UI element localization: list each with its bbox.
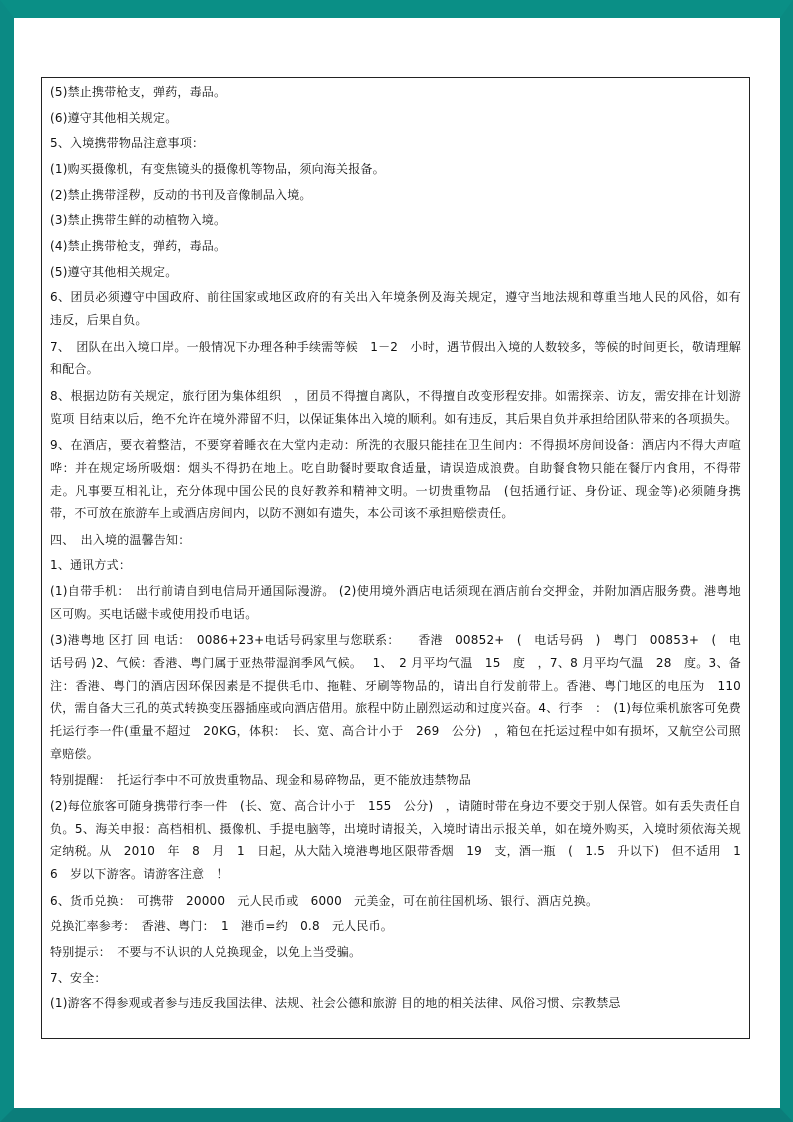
paragraph: 7、安全： (50, 970, 107, 985)
paragraph: 特别提醒： 托运行李中不可放贵重物品、现金和易碎物品，更不能放违禁物品 (50, 773, 472, 788)
paragraph: 8、根据边防有关规定，旅行团为集体组织 ，团员不得擅自离队，不得擅自改变形程安排。如需探亲、访友，需安排在计划游览项 目结束以后，绝不允许在境外滞留不归，以保证集体出入境的顺利。如有违反，其后果自负并承担给团队带来的各项损失。 (50, 388, 741, 426)
paragraph: 1、通讯方式： (50, 558, 132, 573)
paragraph: 9、在酒店，要衣着整洁，不要穿着睡衣在大堂内走动：所洗的衣服只能挂在卫生间内：不得损坏房间设备：酒店内不得大声喧哗：并在规定场所吸烟：烟头不得扔在地上。吃自助餐时要取食适量，请误造成浪费。自助餐食物只能在餐厅内食用，不得带走。凡事要互相礼让，充分体现中国公民的良好教养和精神文明。一切贵重物品 (包括通行证、身份证、现金等)必须随身携带，不可放在旅游车上或酒店房间内，以防不测如有遗失，本公司该不承担赔偿责任。 (50, 438, 741, 521)
paragraph: (2)禁止携带淫秽，反动的书刊及音像制品入境。 (50, 187, 312, 202)
paragraph: (1)购买摄像机，有变焦镜头的摄像机等物品，须向海关报备。 (50, 161, 385, 176)
paragraph: (2)每位旅客可随身携带行李一件 (长、宽、高合计小于 155 公分) ，请随时带在身边不要交于别人保管。如有丢失责任自负。5、海关申报：高档相机、摄像机、手提电脑等，出境时请报关，入境时请出示报关单，如在境外购买，入境时须依海关规定纳税。从 2010 年 8 月 1 日起，从大陆入境港粤地区限带香烟 19 支，酒一瓶 ( 1.5 升以下) 但不适用 16 岁以下游客。请游客注意 ！ (50, 799, 741, 881)
paragraph: (3)港粤地 区打 回 电话： 0086+23+电话号码家里与您联系： 香港 00852+ ( 电话号码 ) 粤门 00853+ ( 电话号码 )2、气候：香港、粤门属于亚热带湿润季风气候。 1、 2 月平均气温 15 度 ，7、8 月平均气温 28 度。3、备注：香港、粤门的酒店因环保因素是不提供毛巾、拖鞋、牙刷等物品的，请出自行发前带上。香港、粤门地区的电压为 110 伏，需自备大三孔的英式转换变压器插座或向酒店借用。旅程中防止剧烈运动和过度兴奋。4、行李 ： (1)每位乘机旅客可免费托运行李一件(重量不超过 20KG，体积： 长、宽、高合计小于 269 公分) ，箱包在托运过程中如有损坏，又航空公司照章赔偿。 (50, 633, 754, 761)
paragraph: 7、 团队在出入境口岸。一般情况下办理各种手续需等候 1－2 小时，遇节假出入境的人数较多，等候的时间更长，敬请理解和配合。 (50, 339, 741, 377)
paragraph: 6、货币兑换： 可携带 20000 元人民币或 6000 元美金，可在前往国机场、银行、酒店兑换。 (50, 893, 599, 908)
paragraph: (1)自带手机： 出行前请自到电信局开通国际漫游。 (2)使用境外酒店电话须现在酒店前台交押金，并附加酒店服务费。港粤地区可购。买电话磁卡或使用投币电话。 (50, 584, 741, 621)
paragraph: 6、团员必须遵守中国政府、前往国家或地区政府的有关出入年境条例及海关规定，遵守当地法规和尊重当地人民的风俗，如有违反，后果自负。 (50, 290, 741, 327)
paragraph: (6)遵守其他相关规定。 (50, 110, 178, 125)
paragraph: 特别提示： 不要与不认识的人兑换现金，以免上当受骗。 (50, 944, 362, 959)
paragraph: (1)游客不得参观或者参与违反我国法律、法规、社会公德和旅游 目的地的相关法律、风俗习惯、宗教禁忌 (50, 996, 621, 1011)
paragraph: 兑换汇率参考： 香港、粤门： 1 港币=约 0.8 元人民币。 (50, 919, 393, 934)
section-heading: 四、 出入境的温馨告知： (50, 532, 191, 547)
paragraph: (5)遵守其他相关规定。 (50, 264, 178, 279)
paragraph: (4)禁止携带枪支，弹药，毒品。 (50, 238, 227, 253)
paragraph: 5、入境携带物品注意事项： (50, 136, 205, 151)
paragraph: (5)禁止携带枪支，弹药，毒品。 (50, 85, 227, 99)
document-content-box (41, 77, 754, 1039)
paragraph: (3)禁止携带生鲜的动植物入境。 (50, 213, 227, 228)
